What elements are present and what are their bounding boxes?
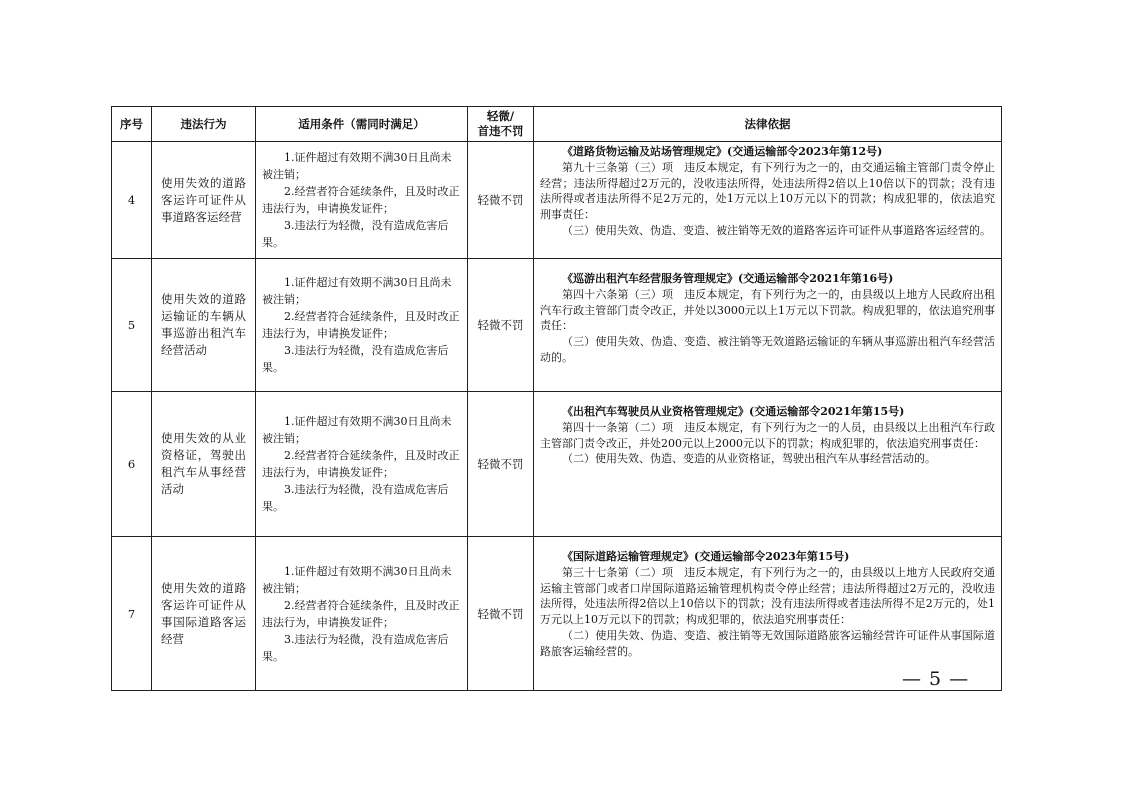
row-penalty: 轻微不罚 xyxy=(468,259,534,392)
condition-item: 2.经营者符合延续条件，且及时改正违法行为，申请换发证件； xyxy=(262,598,460,629)
table-row xyxy=(112,259,1002,392)
row-conditions xyxy=(256,142,468,259)
row-violation: 使用失效的道路客运许可证件从事国际道路客运经营 xyxy=(152,537,256,691)
row-penalty: 轻微不罚 xyxy=(468,537,534,691)
condition-item: 3.违法行为轻微，没有造成危害后果。 xyxy=(262,483,449,513)
law-paragraph: （三）使用失效、伪造、变造、被注销等无效的道路客运许可证件从事道路客运经营的。 xyxy=(562,223,991,237)
row-violation: 使用失效的从业资格证，驾驶出租汽车从事经营活动 xyxy=(152,392,256,537)
header-penalty-line1: 轻微/ xyxy=(486,109,515,123)
law-paragraph: 第九十三条第（三）项 违反本规定，有下列行为之一的，由交通运输主管部门责令停止经营；违法所得超过2万元的，没收违法所得，处违法所得2倍以上10倍以下的罚款；没有违法所得或者违法所得不足2万元的，处1万元以上10万元以下的罚款；构成犯罪的，依法追究刑事责任： xyxy=(540,160,995,222)
condition-item: 2.经营者符合延续条件，且及时改正违法行为，申请换发证件； xyxy=(262,449,460,479)
table-header-row xyxy=(112,107,1002,142)
law-title: 《出租汽车驾驶员从业资格管理规定》(交通运输部令2021年第15号) xyxy=(562,405,905,418)
law-paragraph: 第四十六条第（三）项 违反本规定，有下列行为之一的，由县级以上地方人民政府出租汽车行政主管部门责令改正，并处以3000元以上1万元以下罚款。构成犯罪的，依法追究刑事责任： xyxy=(540,287,995,333)
penalty-table xyxy=(111,106,1002,691)
condition-item: 1.证件超过有效期不满30日且尚未被注销； xyxy=(262,151,452,181)
row-violation: 使用失效的道路运输证的车辆从事巡游出租汽车经营活动 xyxy=(152,259,256,392)
row-violation: 使用失效的道路客运许可证件从事道路客运经营 xyxy=(152,142,256,259)
law-paragraph: 第四十一条第（二）项 违反本规定，有下列行为之一的人员，由县级以上出租汽车行政主管部门责令改正，并处200元以上2000元以下的罚款；构成犯罪的，依法追究刑事责任： xyxy=(540,420,995,450)
row-penalty: 轻微不罚 xyxy=(468,392,534,537)
row-conditions xyxy=(256,392,468,537)
law-paragraph: （二）使用失效、伪造、变造的从业资格证，驾驶出租汽车从事经营活动的。 xyxy=(562,452,936,466)
header-conditions: 适用条件（需同时满足） xyxy=(256,107,468,142)
row-conditions xyxy=(256,537,468,691)
condition-item: 3.违法行为轻微，没有造成危害后果。 xyxy=(262,344,449,374)
row-penalty: 轻微不罚 xyxy=(468,142,534,259)
table-row xyxy=(112,142,1002,259)
condition-item: 1.证件超过有效期不满30日且尚未被注销； xyxy=(262,564,452,595)
row-seq: 6 xyxy=(112,392,152,537)
header-seq: 序号 xyxy=(112,107,152,142)
row-legal-basis xyxy=(534,142,1002,259)
law-title: 《道路货物运输及站场管理规定》(交通运输部令2023年第12号) xyxy=(562,145,883,158)
document-sheet xyxy=(111,106,1002,691)
law-paragraph: （二）使用失效、伪造、变造、被注销等无效国际道路旅客运输经营许可证件从事国际道路旅客运输经营的。 xyxy=(540,628,995,658)
condition-item: 2.经营者符合延续条件，且及时改正违法行为，申请换发证件； xyxy=(262,185,460,215)
header-penalty-line2: 首违不罚 xyxy=(477,124,524,138)
row-conditions xyxy=(256,259,468,392)
row-legal-basis xyxy=(534,392,1002,537)
law-title: 《巡游出租汽车经营服务管理规定》(交通运输部令2021年第16号) xyxy=(562,272,894,285)
row-legal-basis xyxy=(534,259,1002,392)
row-seq: 5 xyxy=(112,259,152,392)
header-penalty xyxy=(468,107,534,142)
header-act: 违法行为 xyxy=(152,107,256,142)
condition-item: 1.证件超过有效期不满30日且尚未被注销； xyxy=(262,415,452,445)
condition-item: 1.证件超过有效期不满30日且尚未被注销； xyxy=(262,276,452,306)
condition-item: 3.违法行为轻微，没有造成危害后果。 xyxy=(262,219,449,249)
row-seq: 7 xyxy=(112,537,152,691)
header-law: 法律依据 xyxy=(534,107,1002,142)
row-seq: 4 xyxy=(112,142,152,259)
law-paragraph: （三）使用失效、伪造、变造、被注销等无效道路运输证的车辆从事巡游出租汽车经营活动的。 xyxy=(540,335,995,364)
table-row xyxy=(112,537,1002,691)
law-paragraph: 第三十七条第（二）项 违反本规定，有下列行为之一的，由县级以上地方人民政府交通运输主管部门或者口岸国际道路运输管理机构责令停止经营；违法所得超过2万元的，没收违法所得，处违法所得2倍以上10倍以下的罚款；没有违法所得或者违法所得不足2万元的，处1万元以上10万元以下的罚款；构成犯罪的，依法追究刑事责任： xyxy=(540,565,995,627)
law-title: 《国际道路运输管理规定》(交通运输部令2023年第15号) xyxy=(562,550,850,563)
condition-item: 3.违法行为轻微，没有造成危害后果。 xyxy=(262,632,449,663)
table-row xyxy=(112,392,1002,537)
condition-item: 2.经营者符合延续条件，且及时改正违法行为，申请换发证件； xyxy=(262,310,460,340)
page-number: — 5 — xyxy=(902,668,970,690)
